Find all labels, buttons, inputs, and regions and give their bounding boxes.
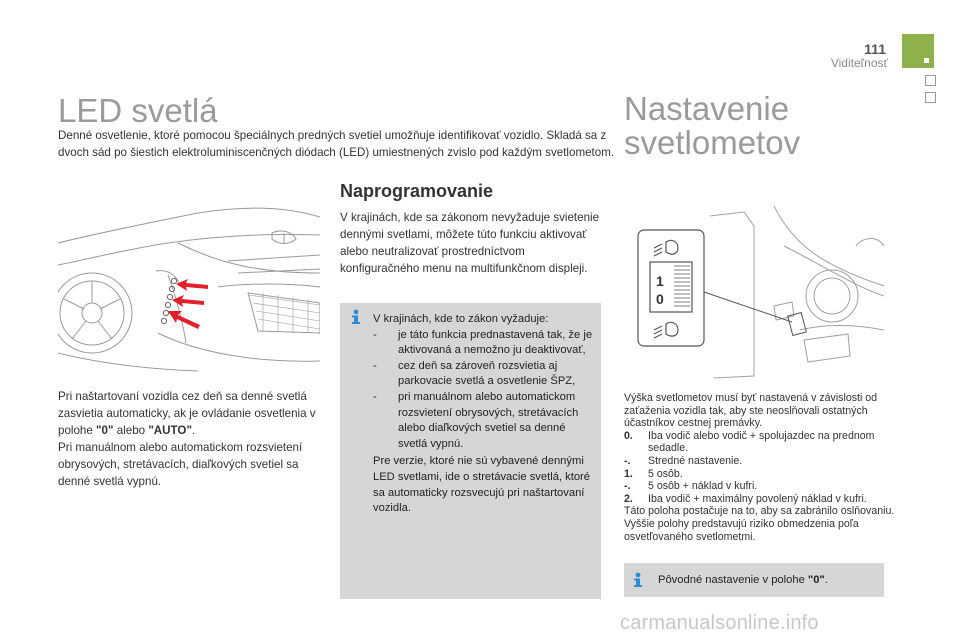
programming-title: Naprogramovanie: [340, 181, 494, 201]
tip-note: Pôvodné nastavenie v polohe "0".: [624, 563, 884, 597]
arrow-icon: [168, 279, 208, 329]
watermark: carmanualsonline.info: [620, 612, 819, 634]
chapter-tab: [902, 34, 934, 68]
square-outline-icon: [925, 75, 936, 86]
page-number: 111: [864, 41, 886, 57]
list-item: - cez deň sa zároveň rozsvietia aj parkovacie svetlá a osvetlenie ŠPZ,: [373, 359, 576, 388]
square-outline-icon: [925, 92, 936, 103]
car-front-illustration: [58, 203, 320, 379]
list-item: - pri manuálnom alebo automatickom rozsvietení obrysových, stretávacích alebo diaľkových svetiel sa denné svetlá vypnú.: [373, 390, 579, 450]
info-note: [340, 303, 601, 599]
programming-text: V krajinách, kde sa zákonom nevyžaduje svietenie dennými svetlami, môžete túto funkciu aktivovať alebo neutralizovať prostredníctvom konfiguračného menu na multifunkčnom displeji.: [340, 211, 600, 275]
note-intro: V krajinách, kde to zákon vyžaduje:: [373, 313, 549, 325]
led-behavior-text: Pri naštartovaní vozidla cez deň sa denné svetlá zasvietia automaticky, ak je ovládanie osvetlenia v polohe "0" alebo "AUTO". Pri manuálnom alebo automatickom rozsvietení obrysových, stretávacích, diaľkových svetiel sa denné svetlá vypnú.: [58, 390, 316, 488]
tab-square-icon: [924, 58, 929, 63]
list-item: 0. Iba vodič alebo vodič + spolujazdec na prednom sedadle.: [624, 429, 875, 455]
note-outro: Pre verzie, ktoré nie sú vybavené dennými LED svetlami, ide o stretávacie svetlá, ktoré sa automaticky rozsvecujú pri naštartovaní vozidla.: [373, 455, 591, 515]
list-item: 1. 5 osôb.: [624, 467, 683, 480]
adjust-title: Nastavenie svetlometov: [624, 90, 801, 161]
info-icon: [349, 309, 363, 325]
list-item: - je táto funkcia prednastavená tak, že je aktivovaná a nemožno ju deaktivovať,: [373, 328, 593, 357]
list-item: -. 5 osôb + náklad v kufri.: [624, 480, 758, 493]
adjust-text: Výška svetlometov musí byť nastavená v závislosti od zaťaženia vozidla tak, aby ste neoslňovali ostatných účastníkov cestnej premávky. 0. Iba vodič alebo vodič + spolujazdec na prednom sedadle. -. Stredné nastavenie. 1. 5 osôb. -. 5 osôb + náklad v kufri. 2. Iba vodič + maximálny povolený náklad v kufri. Táto poloha postačuje na to, aby sa zabránilo oslňovaniu. Vyššie polohy predstavujú riziko obmedzenia poľa osvetľovaného svetlometmi.: [624, 392, 895, 543]
headlamp-switch-illustration: [624, 206, 884, 382]
switch-label: 1: [656, 273, 664, 289]
led-intro: Denné osvetlenie, ktoré pomocou špeciálnych predných svetiel umožňuje identifikovať vozidlo. Skladá sa z dvoch sád po šiestich elektroluminiscenčných diódach (LED) umiestnených zvislo pod každým svetlometom.: [58, 129, 615, 159]
led-title: LED svetlá: [58, 92, 218, 129]
switch-label: 0: [656, 291, 664, 307]
chapter-title: Viditeľnosť: [830, 56, 888, 70]
headlamp-level-icon: [654, 240, 678, 338]
info-icon: [631, 572, 645, 588]
list-item: -. Stredné nastavenie.: [624, 454, 743, 467]
list-item: 2. Iba vodič + maximálny povolený náklad v kufri.: [624, 492, 867, 505]
